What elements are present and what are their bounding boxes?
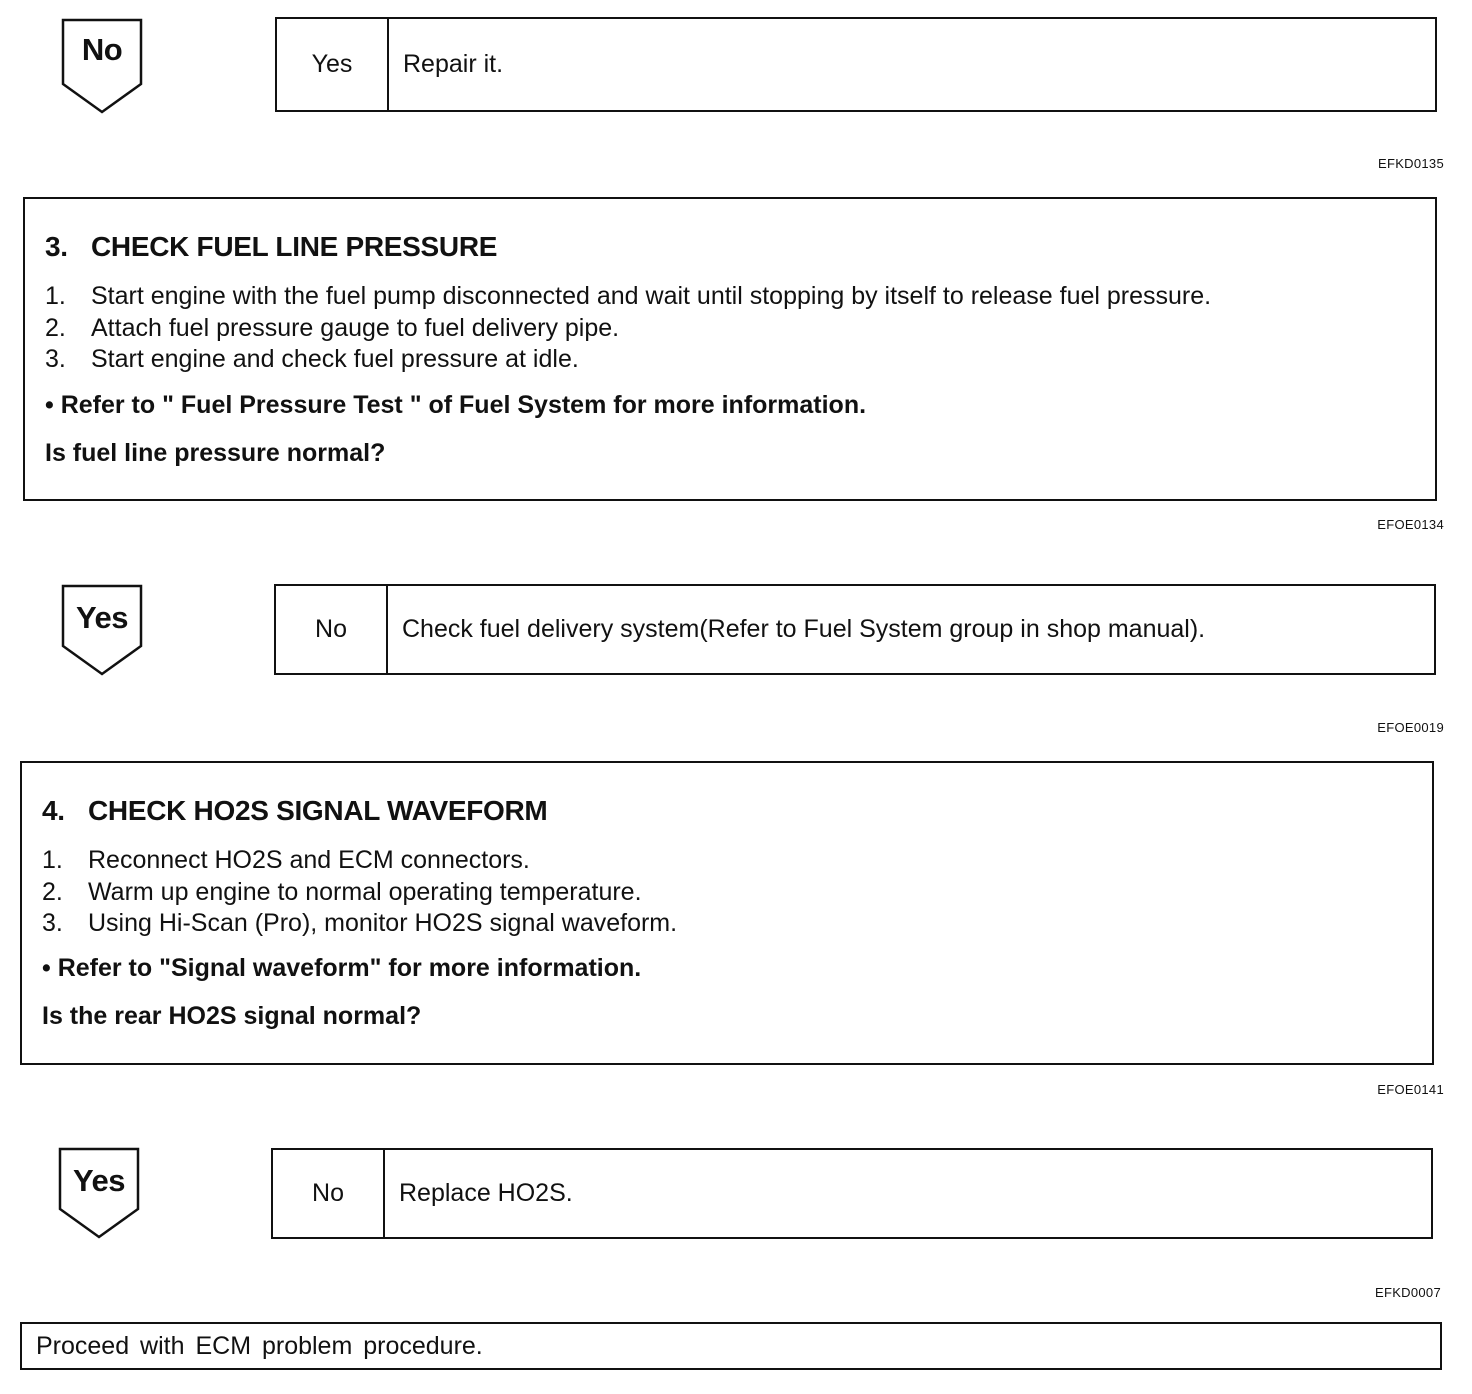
badge-label: Yes (76, 600, 128, 635)
step-number: 3. (45, 231, 68, 262)
step-title (45, 231, 497, 263)
list-item: 1. Start engine with the fuel pump disconnected and wait until stopping by itself to release fuel pressure. (45, 282, 1212, 310)
check-question: Is the rear HO2S signal normal? (42, 1002, 422, 1030)
figure-code: EFOE0141 (1377, 1082, 1444, 1097)
result-cell: Check fuel delivery system(Refer to Fuel System group in shop manual). (402, 615, 1206, 643)
check-question: Is fuel line pressure normal? (45, 439, 386, 467)
step-title (42, 795, 547, 827)
answer-cell: No (273, 1150, 385, 1237)
list-item: 3. Start engine and check fuel pressure at idle. (45, 345, 579, 373)
step-title-text: CHECK HO2S SIGNAL WAVEFORM (88, 795, 548, 826)
step-title-text: CHECK FUEL LINE PRESSURE (91, 231, 498, 262)
step-instructions (42, 845, 677, 940)
list-item: 2. Attach fuel pressure gauge to fuel delivery pipe. (45, 313, 620, 342)
step-box (23, 197, 1437, 501)
yes-arrow-badge (58, 1147, 140, 1243)
answer-cell: No (276, 586, 388, 673)
yes-arrow-badge (61, 584, 143, 680)
list-item: 3. Using Hi-Scan (Pro), monitor HO2S signal waveform. (42, 909, 678, 937)
badge-label: Yes (73, 1163, 125, 1198)
figure-code: EFOE0019 (1377, 720, 1444, 735)
step-number: 4. (42, 795, 65, 826)
list-item: 2. Warm up engine to normal operating temperature. (42, 877, 642, 906)
reference-note: • Refer to "Signal waveform" for more information. (42, 954, 642, 982)
badge-label: No (81, 32, 123, 67)
reference-note: • Refer to " Fuel Pressure Test " of Fuel System for more information. (45, 391, 867, 419)
result-cell: Repair it. (403, 50, 504, 78)
action-row (271, 1148, 1433, 1239)
action-row (274, 584, 1436, 675)
step-instructions (45, 281, 1211, 376)
answer-cell: Yes (277, 19, 389, 110)
figure-code: EFKD0135 (1378, 156, 1444, 171)
figure-code: EFOE0134 (1377, 517, 1444, 532)
action-row (275, 17, 1437, 112)
final-action-text: Proceed with ECM problem procedure. (36, 1331, 483, 1360)
no-arrow-badge (61, 18, 143, 114)
final-action-box (20, 1322, 1442, 1370)
figure-code: EFKD0007 (1375, 1285, 1441, 1300)
result-cell: Replace HO2S. (399, 1179, 573, 1207)
step-box (20, 761, 1434, 1065)
list-item: 1. Reconnect HO2S and ECM connectors. (42, 846, 530, 874)
